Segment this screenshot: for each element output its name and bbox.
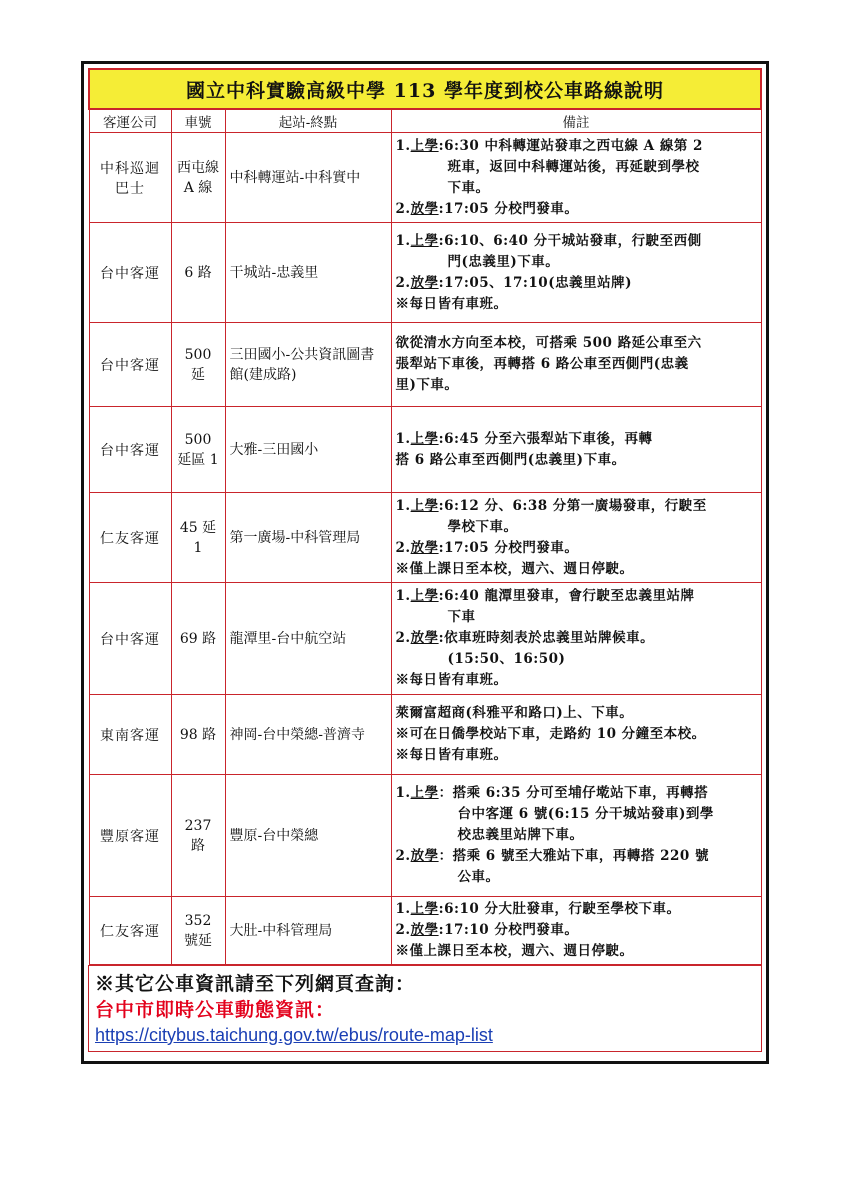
note-text: :17:10 分校門發車。 [438,922,579,938]
cell-number: 6 路 [171,223,225,323]
note-number: 2. [395,274,411,291]
note-line [396,538,757,559]
note-continuation: 門(忠義里)下車。 [447,253,560,270]
cell-notes [391,133,761,223]
note-number: 1. [395,430,411,447]
table-row [89,695,761,775]
note-label: 上學 [410,901,439,917]
note-continuation: 台中客運 6 號(6:15 分干城站發車)到學 [457,806,714,822]
cell-company: 仁友客運 [89,897,171,965]
cell-number: 500 延 [171,323,225,407]
table-row [89,133,761,223]
note-number: 2. [395,922,411,938]
note-number: 1. [395,497,411,514]
cell-notes [391,897,761,965]
cell-route: 豐原-台中榮總 [225,775,391,897]
cell-company: 仁友客運 [89,493,171,583]
note-label: 放學 [410,848,439,864]
table-row [89,583,761,695]
note-number: 2. [395,848,411,864]
note-line [396,846,757,867]
note-number: 2. [395,200,411,217]
citybus-link[interactable]: https://citybus.taichung.gov.tw/ebus/route-map-list [95,1025,493,1045]
note-continuation: 校忠義里站牌下車。 [457,827,584,843]
cell-route: 中科轉運站-中科實中 [225,133,391,223]
note-line: ※每日皆有車班。 [395,747,508,763]
cell-number: 45 延 1 [171,493,225,583]
note-line [396,496,757,517]
cell-route: 三田國小-公共資訊圖書館(建成路) [225,323,391,407]
cell-company: 東南客運 [89,695,171,775]
note-continuation: (15:50、16:50) [447,651,566,667]
note-continuation: 下車 [447,609,476,625]
table-row [89,407,761,493]
note-line: ※每日皆有車班。 [395,295,508,312]
cell-number: 237 路 [171,775,225,897]
note-text: ：搭乘 6 號至大雅站下車，再轉搭 220 號 [438,848,709,864]
cell-route: 干城站-忠義里 [225,223,391,323]
cell-company: 中科巡迴巴士 [89,133,171,223]
note-number: 1. [395,232,411,249]
note-line [396,899,757,920]
footer-realtime-label: 台中市即時公車動態資訊： [95,999,336,1021]
cell-notes [391,407,761,493]
table-row [89,223,761,323]
cell-number: 352 號延 [171,897,225,965]
cell-number: 69 路 [171,583,225,695]
note-label: 放學 [410,539,439,556]
note-line [396,628,757,649]
cell-notes [391,223,761,323]
cell-notes [391,775,761,897]
note-text: :17:05、17:10(忠義里站牌) [438,274,632,291]
note-continuation: 學校下車。 [447,518,518,535]
note-text: :6:30 中科轉運站發車之西屯線 A 線第 2 [438,137,703,154]
note-line: ※可在日僑學校站下車，走路約 10 分鐘至本校。 [395,726,706,742]
note-label: 放學 [410,922,439,938]
cell-notes [391,493,761,583]
note-label: 上學 [410,588,439,604]
footer-box [88,965,762,1052]
note-text: :17:05 分校門發車。 [438,200,579,217]
cell-company: 台中客運 [89,323,171,407]
note-line [396,586,757,607]
header-company: 客運公司 [89,109,171,133]
bus-route-table [88,68,762,965]
cell-notes [391,323,761,407]
cell-route: 大肚-中科管理局 [225,897,391,965]
note-number: 1. [395,588,411,604]
cell-notes [391,583,761,695]
note-text: :6:10 分大肚發車，行駛至學校下車。 [438,901,681,917]
note-text: :17:05 分校門發車。 [438,539,579,556]
note-line [396,231,757,252]
note-text: ：搭乘 6:35 分可至埔仔墘站下車，再轉搭 [438,785,709,801]
note-continuation: 班車，返回中科轉運站後，再延駛到學校 [447,158,700,175]
note-line [396,199,757,220]
note-line: ※僅上課日至本校，週六、週日停駛。 [395,943,634,959]
note-continuation: 下車。 [447,179,490,196]
note-number: 2. [395,539,411,556]
note-line [396,429,757,450]
header-route: 起站-終點 [225,109,391,133]
cell-company: 台中客運 [89,583,171,695]
note-number: 1. [395,785,411,801]
note-label: 放學 [410,274,439,291]
note-text: :6:40 龍潭里發車，會行駛至忠義里站牌 [438,588,695,604]
note-line [396,920,757,941]
cell-number: 西屯線 A 線 [171,133,225,223]
cell-company: 豐原客運 [89,775,171,897]
cell-number: 500 延區 1 [171,407,225,493]
header-number: 車號 [171,109,225,133]
table-row [89,323,761,407]
cell-notes [391,695,761,775]
note-text: :6:10、6:40 分干城站發車，行駛至西側 [438,232,702,249]
note-label: 放學 [410,630,439,646]
note-label: 上學 [410,785,439,801]
note-continuation: 公車。 [457,869,500,885]
note-line: 張犁站下車後，再轉搭 6 路公車至西側門(忠義 [395,356,689,372]
page-title: 國立中科實驗高級中學 113 學年度到校公車路線說明 [89,69,761,109]
cell-company: 台中客運 [89,223,171,323]
note-label: 上學 [410,430,439,447]
cell-route: 神岡-台中榮總-普濟寺 [225,695,391,775]
note-label: 放學 [410,200,439,217]
note-line: 欲從清水方向至本校，可搭乘 500 路延公車至六 [395,335,702,351]
note-line [396,136,757,157]
cell-route: 第一廣場-中科管理局 [225,493,391,583]
note-label: 上學 [410,497,439,514]
header-notes: 備註 [391,109,761,133]
note-label: 上學 [410,137,439,154]
note-number: 1. [395,137,411,154]
note-text: :依車班時刻表於忠義里站牌候車。 [438,630,655,646]
note-text: :6:12 分、6:38 分第一廣場發車，行駛至 [438,497,707,514]
document-frame [81,61,769,1064]
note-line: ※每日皆有車班。 [395,672,508,688]
note-line [396,273,757,294]
table-row [89,493,761,583]
footer-info-line: ※其它公車資訊請至下列網頁查詢： [95,973,416,995]
cell-number: 98 路 [171,695,225,775]
note-line [396,783,757,804]
note-line: ※僅上課日至本校，週六、週日停駛。 [395,560,634,577]
note-text: :6:45 分至六張犁站下車後，再轉 [438,430,653,447]
note-line: 萊爾富超商(科雅平和路口)上、下車。 [395,705,634,721]
cell-company: 台中客運 [89,407,171,493]
cell-route: 龍潭里-台中航空站 [225,583,391,695]
note-line: 搭 6 路公車至西側門(忠義里)下車。 [395,451,626,468]
note-label: 上學 [410,232,439,249]
table-row [89,775,761,897]
note-number: 2. [395,630,411,646]
cell-route: 大雅-三田國小 [225,407,391,493]
note-line: 里)下車。 [395,377,459,393]
note-number: 1. [395,901,411,917]
table-row [89,897,761,965]
